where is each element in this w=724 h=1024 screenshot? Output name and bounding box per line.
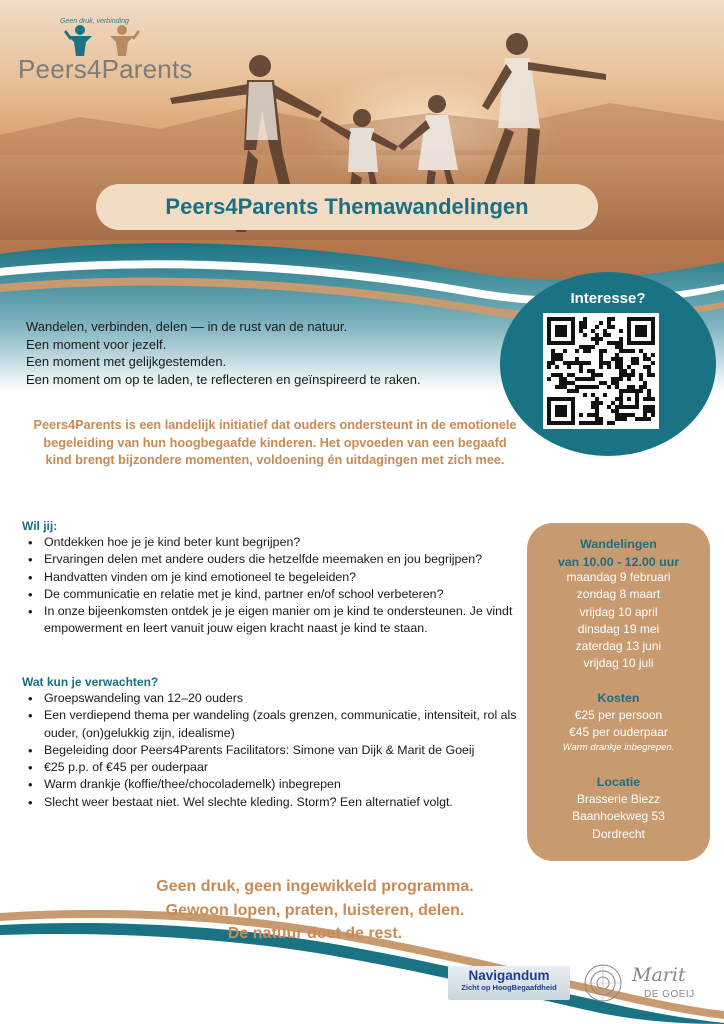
list-item: • Handvatten vinden om je kind emotioneel te begeleiden?	[22, 569, 532, 586]
marit-de-goeij-logo	[582, 962, 712, 1006]
navigandum-name: Navigandum	[468, 968, 550, 983]
marit-sub: DE GOEIJ	[644, 989, 695, 1000]
slogan-line: De natuur doet de rest.	[227, 925, 403, 942]
list-item: • Warm drankje (koffie/thee/chocolademelk) inbegrepen	[22, 776, 522, 793]
list-item: • Ontdekken hoe je je kind beter kunt begrijpen?	[22, 534, 532, 551]
locatie-line: Dordrecht	[592, 826, 645, 841]
walk-date: vrijdag 10 april	[579, 604, 658, 619]
slogan-line: Gewoon lopen, praten, luisteren, delen.	[165, 901, 465, 919]
qr-heading: Interesse?	[570, 290, 646, 307]
kosten-heading: Kosten	[597, 691, 640, 705]
wil-jij-list	[22, 534, 532, 638]
list-item: • In onze bijeenkomsten ontdek je je eigen manier om je kind te ondersteunen. Je vindt empowerment en leert vanuit jouw eigen kracht naast je kind te staan.	[22, 603, 532, 638]
intro-line: Een moment voor jezelf.	[26, 336, 167, 352]
list-item: • Begeleiding door Peers4Parents Facilitators: Simone van Dijk & Marit de Goeij	[22, 742, 522, 759]
locatie-heading: Locatie	[596, 775, 641, 789]
walk-date: zaterdag 13 juni	[575, 639, 662, 654]
qr-code-icon	[547, 317, 655, 425]
closing-slogan	[100, 875, 530, 946]
list-item: • De communicatie en relatie met je kind, partner en/of school verbeteren?	[22, 586, 532, 603]
intro-line: Een moment om op te laden, te reflecteren en geïnspireerd te raken.	[26, 371, 421, 387]
list-item: • Ervaringen delen met andere ouders die hetzelfde meemaken en jou begrijpen?	[22, 551, 532, 568]
info-card	[527, 523, 710, 861]
kosten-line: €25 per persoon	[574, 708, 663, 722]
intro-line: Een moment met gelijkgestemden.	[26, 354, 227, 369]
kosten-line: €45 per ouderpaar	[569, 725, 668, 740]
walk-date: zondag 8 maart	[576, 587, 661, 602]
verwachten-heading: Wat kun je verwachten?	[22, 675, 159, 689]
flower-logo-icon	[582, 962, 624, 1004]
wandelingen-heading: Wandelingen	[580, 537, 657, 551]
intro-line: Wandelen, verbinden, delen — in de rust van de natuur.	[26, 319, 348, 334]
navigandum-logo	[448, 966, 570, 1000]
initiative-description: Peers4Parents is een landelijk initiatief dat ouders ondersteunt in de emotionele begeleiding van hun hoogbegaafde kinderen. Het opvoeden van een begaafd kind brengt bijzondere momenten, voldoening én uitdagingen met zich mee.	[33, 418, 517, 467]
verwachten-list	[22, 690, 522, 811]
logo-text: Peers4Parents	[18, 54, 193, 84]
page-title: Peers4Parents Themawandelingen	[96, 184, 598, 230]
kosten-note: Warm drankje inbegrepen.	[562, 741, 675, 753]
slogan-line: Geen druk, geen ingewikkeld programma.	[156, 878, 474, 895]
wil-jij-heading: Wil jij:	[22, 519, 58, 533]
locatie-line: Brasserie Biezz	[576, 792, 661, 806]
logo-tagline: Geen druk, verbinding	[60, 18, 129, 25]
locatie-line: Baanhoekweg 53	[572, 809, 665, 824]
walk-date: maandag 9 februari	[566, 570, 671, 584]
walk-date: vrijdag 10 juli	[583, 656, 654, 671]
qr-code[interactable]	[543, 313, 659, 429]
people-logo-icon	[62, 22, 142, 58]
list-item: • €25 p.p. of €45 per ouderpaar	[22, 759, 522, 776]
list-item: • Slecht weer bestaat niet. Wel slechte kleding. Storm? Een alternatief volgt.	[22, 794, 522, 811]
walk-date: dinsdag 19 mei	[577, 621, 660, 636]
walk-time: van 10.00 - 12.00 uur	[557, 555, 680, 569]
navigandum-tagline: Zicht op HoogBegaafdheid	[461, 983, 557, 992]
marit-name: Marit	[632, 964, 686, 986]
peers4parents-logo	[18, 18, 198, 88]
intro-text	[26, 318, 496, 388]
list-item: • Groepswandeling van 12–20 ouders	[22, 690, 522, 707]
list-item: • Een verdiepend thema per wandeling (zoals grenzen, communicatie, intensiteit, rol als ouder, (on)gelukkig zijn, idealisme)	[22, 707, 522, 742]
